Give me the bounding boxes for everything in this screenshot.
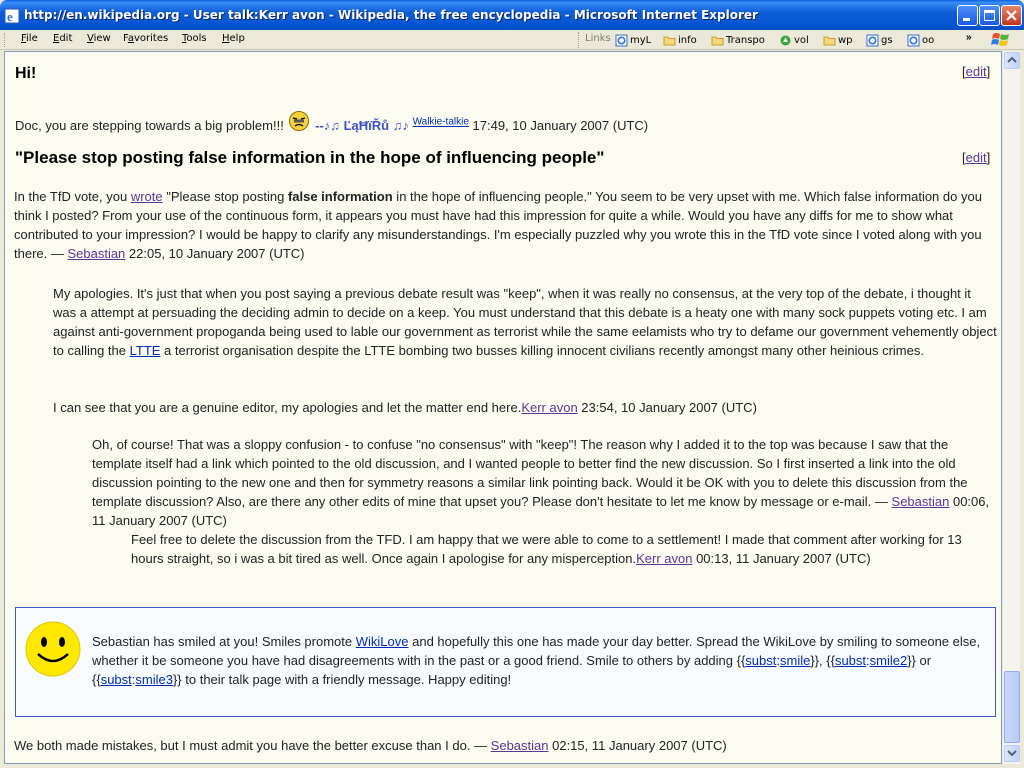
menu-favorites[interactable]: Favorites <box>123 33 169 44</box>
menu-view[interactable]: View <box>87 33 111 44</box>
link-gs[interactable]: gs <box>866 32 893 48</box>
lahiru-signature[interactable]: --♪♫ ĽąĦïŘů ♫♪ <box>315 118 409 133</box>
doc-message: Doc, you are stepping towards a big problem!!! --♪♫ ĽąĦïŘů ♫♪ $^{Walkie-talkie}$ 17:49, 10 January 2007 (UTC) <box>15 110 648 135</box>
sebastian-link[interactable]: Sebastian <box>490 738 549 753</box>
folder-icon <box>663 34 676 47</box>
walkie-talkie-link[interactable]: Walkie-talkie <box>412 116 469 128</box>
smile-box <box>15 607 996 717</box>
close-icon <box>1002 6 1021 25</box>
link-myl[interactable]: myL <box>615 32 651 48</box>
heading-hi: Hi! <box>15 65 37 82</box>
scroll-up-button[interactable] <box>1004 52 1020 69</box>
scroll-down-button[interactable] <box>1004 745 1020 762</box>
smile2-link[interactable]: smile2 <box>869 653 908 668</box>
scroll-thumb[interactable] <box>1004 671 1020 743</box>
close-button[interactable] <box>1001 5 1022 26</box>
edit-section-stop: [edit] <box>962 150 991 165</box>
edit-section-hi: [edit] <box>962 64 991 79</box>
sebastian-link[interactable]: Sebastian <box>67 246 126 261</box>
menu-bar <box>0 30 1024 50</box>
comment-sebastian-1: In the TfD vote, you wrote "Please stop posting false information in the hope of influencing people." You seem to be very upset with me. Which false information do you think I posted? From your use of the continuous form, it appears you must have had this impression for quite a while. Would you have any diffs for me to show what contributed to your impression? I would be happy to clarify any misunderstandings. I'm especially puzzled why you wrote this in the TfD vote since I voted along with you there. — Sebastian 22:05, 10 January 2007 (UTC) <box>14 189 982 261</box>
comment-kerr-1: My apologies. It's just that when you post saying a previous debate result was "keep", when it was really no consensus, at the very top of the debate, i thought it was a attempt at persuading the deciding admin to decide on a keep. You must understand that this debate is a heaty one with many sock puppets voting etc. I am against anti-government propoganda being used to lable our government as terrorist while the same eelamists who try to defame our government vehemently object to calling the LTTE a terrorist organisation despite the LTTE bombing two busses killing innocent civilians recently amongst many other heinious crimes. <box>53 286 997 358</box>
title-bar[interactable] <box>0 0 1024 30</box>
wrote-link[interactable]: wrote <box>130 189 163 204</box>
links-separator <box>578 32 579 48</box>
maximize-button[interactable] <box>979 5 1000 26</box>
ie-page-icon <box>907 34 920 47</box>
comment-sebastian-3: We both made mistakes, but I must admit you have the better excuse than I do. — Sebastian 02:15, 11 January 2007 (UTC) <box>14 738 727 753</box>
angry-face-icon <box>288 110 310 132</box>
kerr-avon-link[interactable]: Kerr avon <box>636 551 693 566</box>
minimize-button[interactable] <box>957 5 978 26</box>
window-title: http://en.wikipedia.org - User talk:Kerr avon - Wikipedia, the free encyclopedia - Microsoft Internet Explorer <box>24 8 758 22</box>
links-chevron-button[interactable]: » <box>966 32 972 43</box>
menu-edit[interactable]: Edit <box>53 33 73 44</box>
toolbar-grip[interactable] <box>4 33 7 47</box>
smiley-icon <box>24 620 82 678</box>
links-label: Links <box>585 33 611 44</box>
link-vol[interactable]: vol <box>779 32 809 48</box>
page-content <box>4 51 1002 764</box>
menu-help[interactable]: Help <box>222 33 245 44</box>
windows-logo-icon <box>990 31 1012 49</box>
menu-tools[interactable]: Tools <box>182 33 207 44</box>
smile-link[interactable]: smile <box>780 653 811 668</box>
section-heading: "Please stop posting false information in the hope of influencing people" <box>15 148 605 167</box>
folder-icon <box>823 34 836 47</box>
subst-link[interactable]: subst <box>834 653 867 668</box>
link-oo[interactable]: oo <box>907 32 934 48</box>
smile-message: Sebastian has smiled at you! Smiles promote WikiLove and hopefully this one has made your day better. Spread the WikiLove by smiling to someone else, whether it be someone you have had disagreements with in the past or a good friend. Smile to others by adding {{subst:smile}}, {{subst:smile2}} or {{subst:smile3}} to their talk page with a friendly message. Happy editing! <box>92 634 981 687</box>
vertical-scrollbar[interactable] <box>1002 51 1020 764</box>
kerr-avon-link[interactable]: Kerr avon <box>521 400 578 415</box>
recycle-icon <box>779 34 792 47</box>
comment-kerr-2: I can see that you are a genuine editor, my apologies and let the matter end here.Kerr avon 23:54, 10 January 2007 (UTC) <box>53 400 757 415</box>
wikilove-link[interactable]: WikiLove <box>355 634 409 649</box>
comment-sebastian-2: Oh, of course! That was a sloppy confusion - to confuse "no consensus" with "keep"! The reason why I added it to the top was because I saw that the template itself had a link which pointed to the old discussion, and I wanted people to better find the new discussion. So I first inserted a link into the old discussion pointing to the new one and then for symmetry reasons a similar link pointing back. Would it be OK with you to delete this discussion from the template discussion? Also, are there any other edits of mine that upset you? Please don't hesitate to let me know by message or e-mail. — Sebastian 00:06, 11 January 2007 (UTC) <box>92 437 990 528</box>
minimize-icon <box>958 6 977 25</box>
ltte-link[interactable]: LTTE <box>129 343 161 358</box>
chevron-down-icon <box>1005 746 1019 761</box>
subst-link[interactable]: subst <box>100 672 132 687</box>
smile3-link[interactable]: smile3 <box>135 672 173 687</box>
menu-file[interactable]: File <box>21 33 38 44</box>
maximize-icon <box>980 6 999 25</box>
edit-link[interactable]: edit <box>965 150 987 165</box>
ie-page-icon <box>615 34 628 47</box>
link-info[interactable]: info <box>663 32 697 48</box>
link-wp[interactable]: wp <box>823 32 853 48</box>
svg-text:e: e <box>7 9 13 24</box>
subst-link[interactable]: subst <box>745 653 777 668</box>
sebastian-link[interactable]: Sebastian <box>891 494 950 509</box>
ie-logo-icon <box>4 8 20 24</box>
chevron-up-icon <box>1005 53 1019 68</box>
ie-page-icon <box>866 34 879 47</box>
edit-link[interactable]: edit <box>965 64 987 79</box>
link-transpo[interactable]: Transpo <box>711 32 765 48</box>
comment-kerr-3: Feel free to delete the discussion from the TFD. I am happy that we were able to come to a settlement! I made that comment after working for 13 hours straight, so i was a bit tired as well. Once again I apologise for any misperception.Kerr avon 00:13, 11 January 2007 (UTC) <box>131 532 962 566</box>
folder-icon <box>711 34 724 47</box>
